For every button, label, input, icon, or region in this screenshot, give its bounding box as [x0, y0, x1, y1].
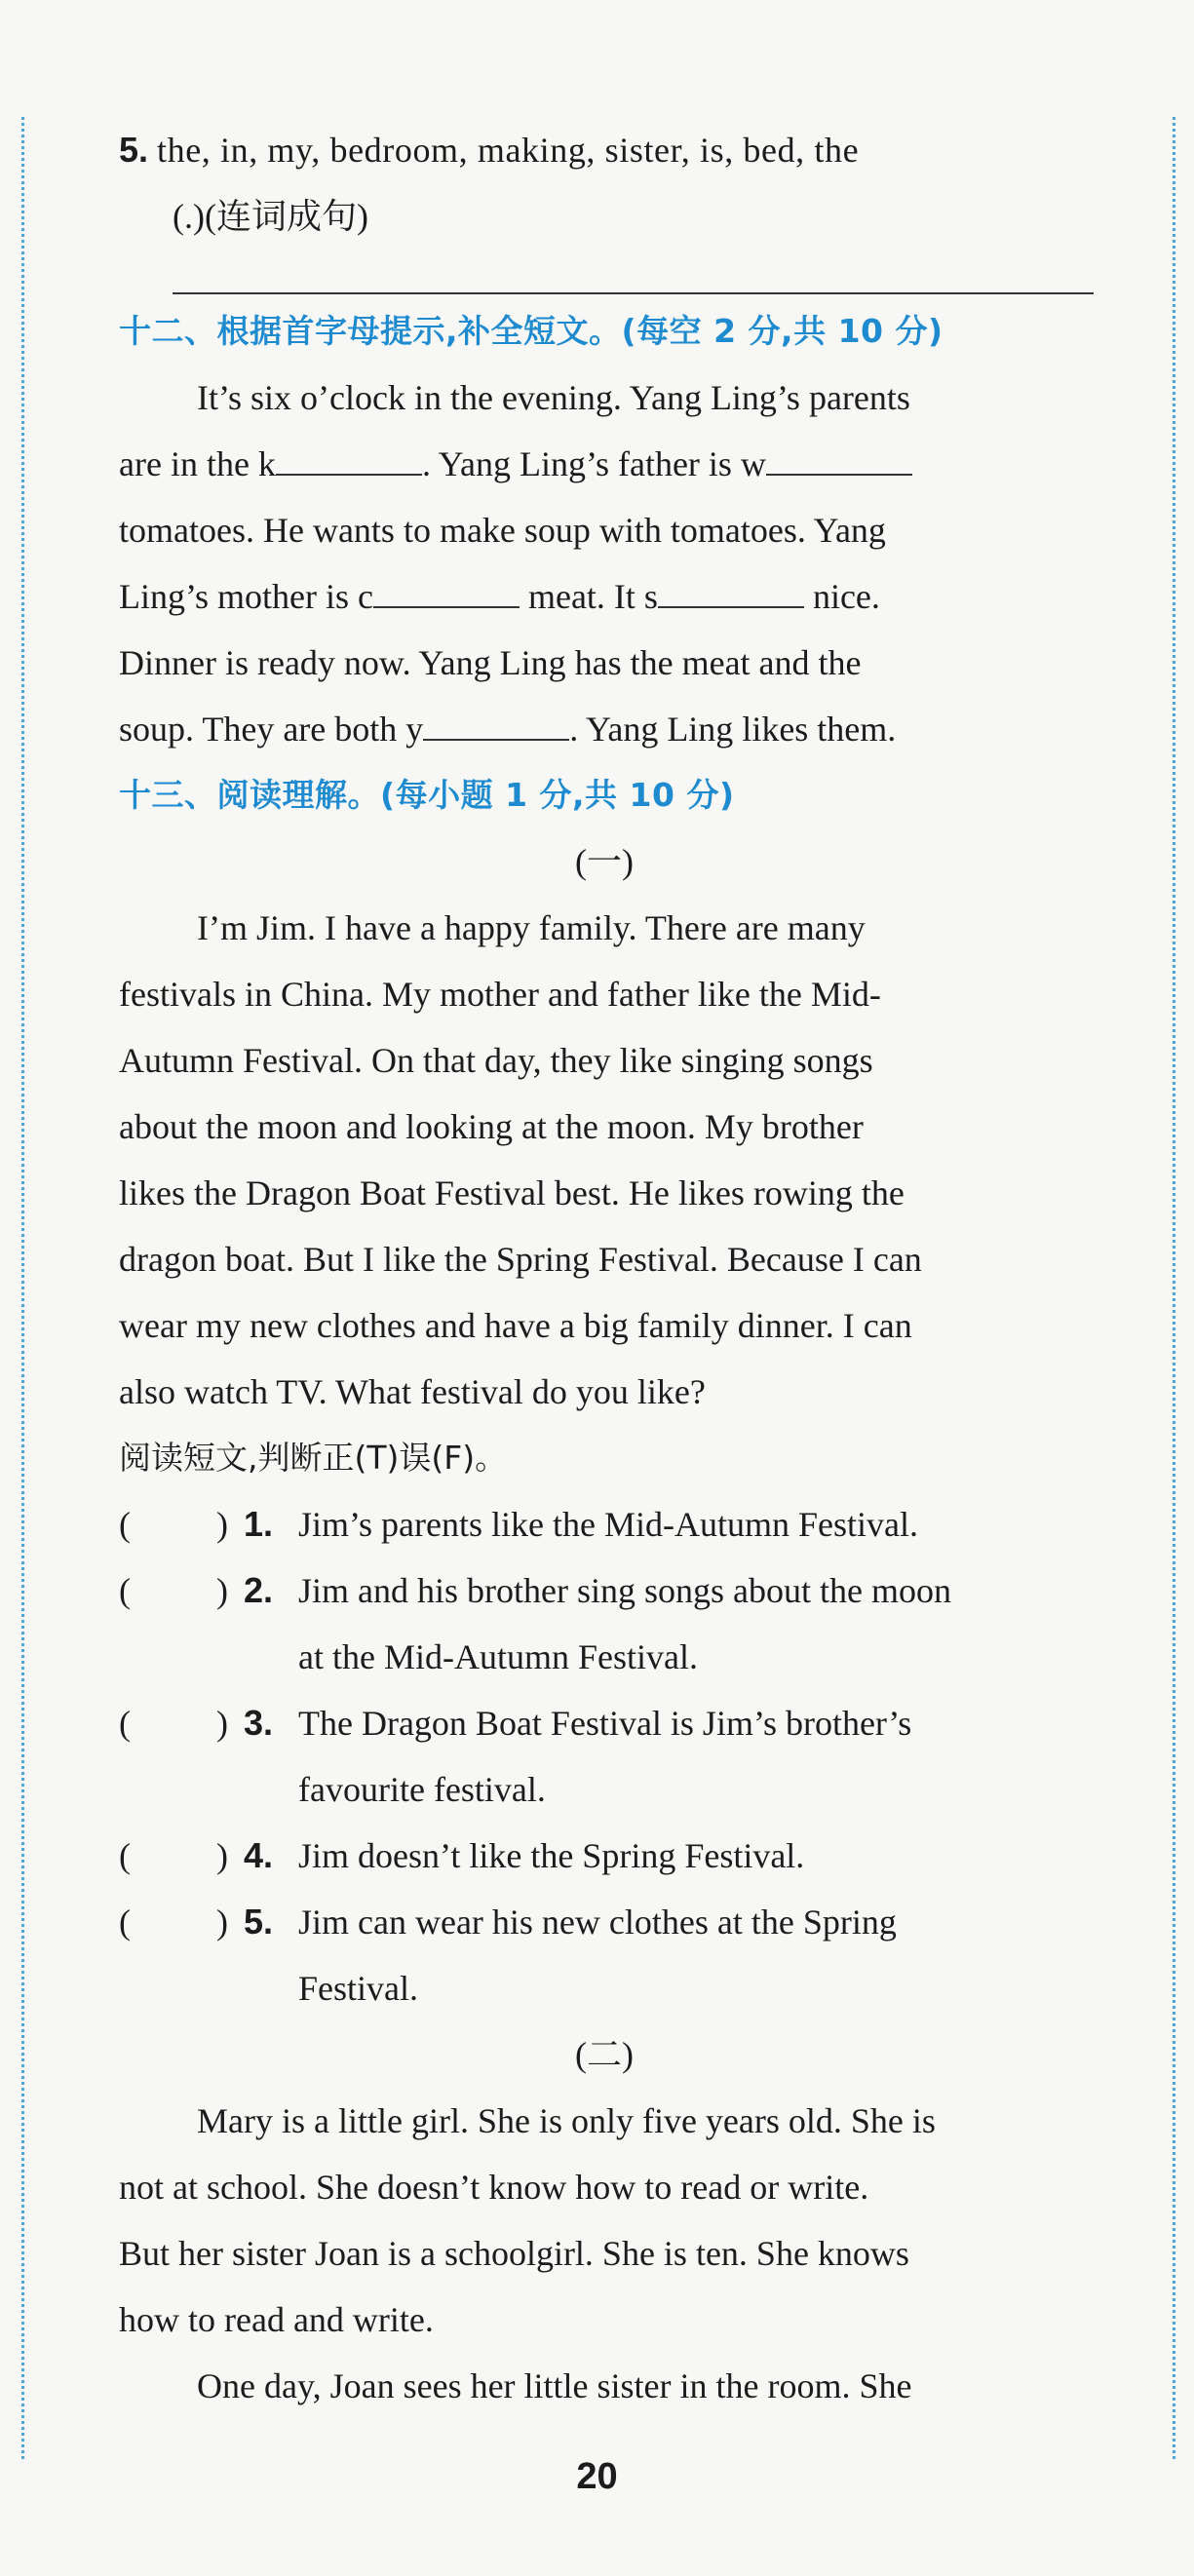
tf-question-5	[119, 1889, 1090, 1955]
page-number: 20	[576, 2456, 618, 2497]
question-text-continued: at the Mid-Autumn Festival.	[298, 1637, 698, 1676]
answer-bracket-open[interactable]: (	[119, 1704, 131, 1743]
cloze-line-3: tomatoes. He wants to make soup with tomatoes. Yang	[119, 511, 886, 550]
cloze-text: Ling’s mother is c	[119, 577, 373, 616]
q5-answer-line[interactable]	[173, 253, 1094, 294]
passage-1-line: also watch TV. What festival do you like?	[119, 1372, 706, 1411]
question-text-continued: favourite festival.	[298, 1770, 546, 1809]
answer-bracket-close: )	[216, 1505, 228, 1544]
question-text: Jim and his brother sing songs about the moon	[298, 1571, 951, 1610]
cloze-text: soup. They are both y	[119, 710, 424, 749]
cloze-text: . Yang Ling likes them.	[569, 710, 897, 749]
passage-1-line: about the moon and looking at the moon. My brother	[119, 1107, 864, 1146]
passage-1-line: dragon boat. But I like the Spring Festival. Because I can	[119, 1240, 922, 1279]
right-dotted-margin	[1173, 117, 1175, 2459]
answer-bracket-open[interactable]: (	[119, 1571, 131, 1610]
cloze-blank-w[interactable]	[766, 444, 912, 476]
tf-question-1	[119, 1491, 1090, 1557]
passage-2-line: Mary is a little girl. She is only five years old. She is	[197, 2101, 936, 2140]
cloze-text: . Yang Ling’s father is w	[421, 444, 766, 483]
question-number: 1.	[244, 1504, 274, 1544]
cloze-blank-y[interactable]	[423, 710, 569, 741]
tf-instruction: 阅读短文,判断正(T)误(F)。	[119, 1439, 508, 1477]
cloze-blank-k[interactable]	[276, 444, 422, 476]
cloze-line-6	[119, 696, 1090, 762]
answer-bracket-close: )	[216, 1704, 228, 1743]
passage-2-line: not at school. She doesn’t know how to read or write.	[119, 2168, 869, 2207]
question-text: The Dragon Boat Festival is Jim’s brother’s	[298, 1704, 912, 1743]
passage-1-line: wear my new clothes and have a big family dinner. I can	[119, 1306, 912, 1345]
cloze-text: meat. It s	[519, 577, 658, 616]
tf-question-3	[119, 1690, 1090, 1756]
tf-question-2	[119, 1557, 1090, 1624]
part-2-label: (二)	[575, 2035, 634, 2074]
page-content	[119, 117, 1090, 2419]
part-1-label: (一)	[575, 842, 634, 881]
passage-1-line: festivals in China. My mother and father like the Mid-	[119, 975, 881, 1014]
q5-number: 5.	[119, 130, 149, 170]
answer-bracket-close: )	[216, 1571, 228, 1610]
question-text: Jim doesn’t like the Spring Festival.	[298, 1836, 805, 1875]
cloze-blank-c[interactable]	[373, 577, 520, 608]
cloze-line-2	[119, 431, 1090, 497]
passage-1-line: Autumn Festival. On that day, they like singing songs	[119, 1041, 873, 1080]
question-text: Jim can wear his new clothes at the Spring	[298, 1903, 897, 1942]
section-13-title: 十三、阅读理解。(每小题 1 分,共 10 分)	[119, 776, 735, 814]
q5-instruction: (.)(连词成句)	[173, 197, 368, 236]
cloze-line-5: Dinner is ready now. Yang Ling has the meat and the	[119, 643, 862, 682]
tf-question-4	[119, 1823, 1090, 1889]
answer-bracket-open[interactable]: (	[119, 1505, 131, 1544]
question-text: Jim’s parents like the Mid-Autumn Festival.	[298, 1505, 918, 1544]
q5-words-line	[119, 117, 1090, 183]
question-number: 2.	[244, 1570, 274, 1610]
passage-2-line: One day, Joan sees her little sister in the room. She	[197, 2366, 912, 2405]
answer-bracket-open[interactable]: (	[119, 1903, 131, 1942]
answer-bracket-close: )	[216, 1903, 228, 1942]
question-number: 4.	[244, 1835, 274, 1875]
question-number: 5.	[244, 1902, 274, 1942]
passage-1-line: I’m Jim. I have a happy family. There are many	[197, 908, 866, 947]
passage-2-line: how to read and write.	[119, 2300, 434, 2339]
passage-1-line: likes the Dragon Boat Festival best. He likes rowing the	[119, 1173, 905, 1212]
answer-bracket-close: )	[216, 1836, 228, 1875]
q5-words: the, in, my, bedroom, making, sister, is, bed, the	[157, 131, 860, 170]
answer-bracket-open[interactable]: (	[119, 1836, 131, 1875]
question-text-continued: Festival.	[298, 1969, 418, 2008]
passage-2-line: But her sister Joan is a schoolgirl. She is ten. She knows	[119, 2234, 909, 2273]
cloze-blank-s[interactable]	[658, 577, 804, 608]
cloze-line-1: It’s six o’clock in the evening. Yang Ling’s parents	[197, 378, 910, 417]
cloze-line-4	[119, 563, 1090, 630]
section-12-title: 十二、根据首字母提示,补全短文。(每空 2 分,共 10 分)	[119, 312, 944, 350]
question-number: 3.	[244, 1703, 274, 1743]
cloze-text: nice.	[803, 577, 880, 616]
left-dotted-margin	[21, 117, 24, 2459]
cloze-text: are in the k	[119, 444, 276, 483]
